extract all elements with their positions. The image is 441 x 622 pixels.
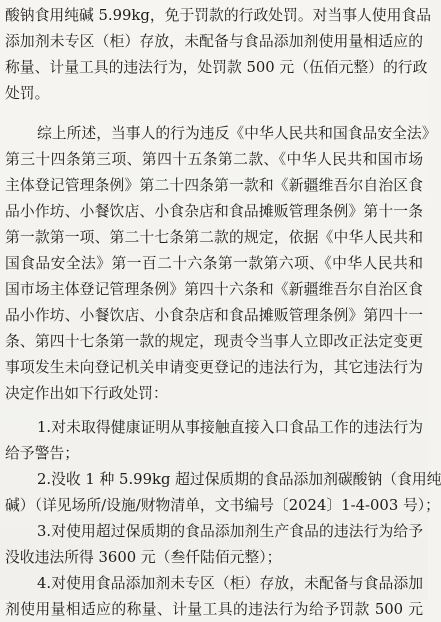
text-line: 1.对未取得健康证明从事接触直接入口食品工作的违法行为 xyxy=(37,419,423,436)
text-line: 第三十四条第三项、第四十五条第二款、《中华人民共和国市场 xyxy=(5,151,423,168)
text-line: 3.对使用超过保质期的食品添加剂生产食品的违法行为给予 xyxy=(37,523,423,540)
text-line: 给予警告； xyxy=(5,445,79,462)
text-line: 品小作坊、小餐饮店、小食杂店和食品摊贩管理条例》第十一条 xyxy=(5,203,423,220)
text-line: 没收违法所得 3600 元（叁仟陆佰元整）； xyxy=(5,549,282,566)
text-line: 国食品安全法》第一百二十六条第一款第六项、《中华人民共和 xyxy=(5,255,423,272)
text-line: 决定作出如下行政处罚： xyxy=(5,385,168,402)
text-line: 综上所述，当事人的行为违反《中华人民共和国食品安全法》 xyxy=(37,125,437,142)
text-line: 第一款第一项、第二十七条第二款的规定，依据《中华人民共和 xyxy=(5,229,423,246)
text-line: 处罚。 xyxy=(5,85,50,102)
text-line: 添加剂未专区（柜）存放，未配备与食品添加剂使用量相适应的 xyxy=(5,33,423,50)
text-line: 称量、计量工具的违法行为，处罚款 500 元（伍佰元整）的行政 xyxy=(5,59,428,76)
text-line: 酸钠食用纯碱 5.99kg，免于罚款的行政处罚。对当事人使用食品 xyxy=(5,7,432,24)
text-line: 品小作坊、小餐饮店、小食杂店和食品摊贩管理条例》第四十一 xyxy=(5,307,423,324)
text-line: 国市场主体登记管理条例》第四十六条和《新疆维吾尔自治区食 xyxy=(5,281,423,298)
text-line: 剂使用量相适应的称量、计量工具的违法行为给予罚款 500 元 xyxy=(5,601,423,618)
text-line: 碱）（详见场所/设施/财物清单，文书编号〔2024〕1-4-003 号）； xyxy=(5,497,440,514)
text-line: 主体登记管理条例》第二十四条第一款和《新疆维吾尔自治区食 xyxy=(5,177,423,194)
text-line: 2.没收 1 种 5.99kg 超过保质期的食品添加剂碳酸钠（食用纯 xyxy=(37,471,441,488)
text-line: 事项发生未向登记机关申请变更登记的违法行为，其它违法行为 xyxy=(5,359,423,376)
text-line: 条、第四十七条第一款的规定，现责令当事人立即改正法定变更 xyxy=(5,333,423,350)
text-line: 4.对使用食品添加剂未专区（柜）存放，未配备与食品添加 xyxy=(37,575,423,592)
